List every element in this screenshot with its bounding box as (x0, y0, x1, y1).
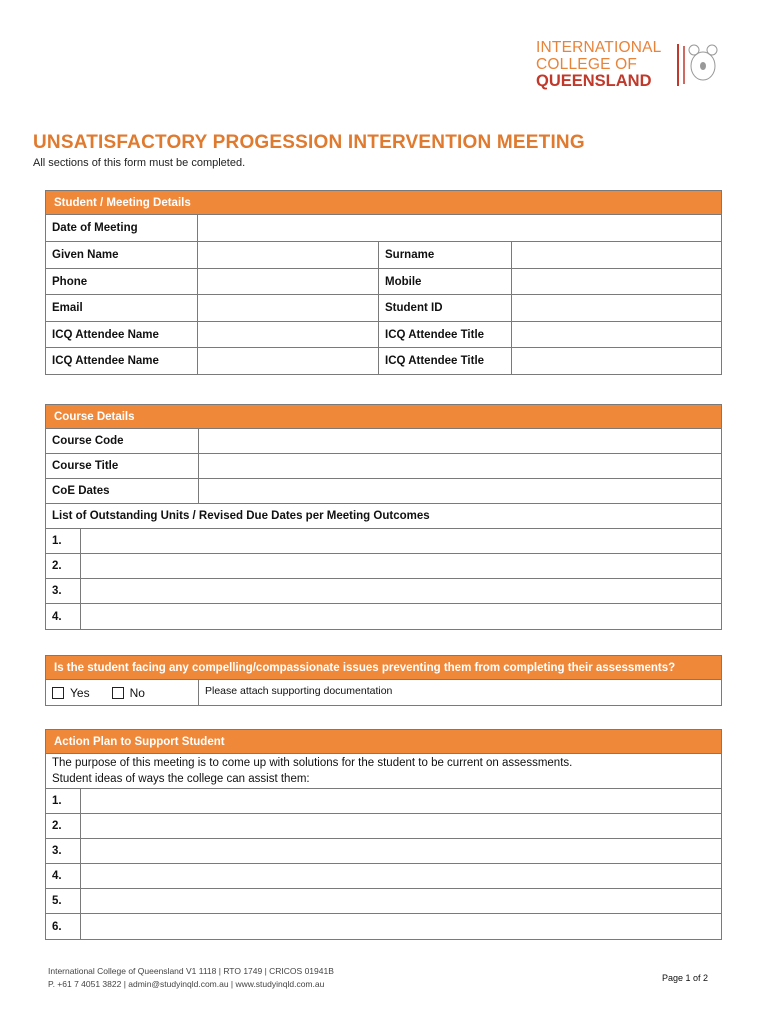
yes-no-options (46, 680, 198, 705)
logo-line-3: QUEENSLAND (536, 72, 652, 90)
section-heading: Action Plan to Support Student (46, 730, 721, 754)
attendee-row-2 (46, 348, 721, 374)
unit-field[interactable] (80, 604, 721, 629)
attendee-row-1 (46, 322, 721, 348)
surname-field[interactable] (511, 242, 721, 268)
logo-line-1: INTERNATIONAL (536, 39, 662, 56)
item-number: 4. (52, 870, 62, 882)
given-name-field[interactable] (197, 242, 378, 268)
list-item (46, 839, 721, 864)
action-intro-line-1: The purpose of this meeting is to come up with solutions for the student to be current on assessments. (52, 757, 573, 769)
course-title-row (46, 454, 721, 479)
attendee-name-label: ICQ Attendee Name (52, 328, 159, 341)
yes-label: Yes (70, 685, 90, 700)
student-id-label: Student ID (378, 295, 511, 321)
list-item (46, 554, 721, 579)
email-label: Email (52, 302, 83, 314)
item-number: 5. (52, 895, 62, 907)
unit-field[interactable] (80, 554, 721, 578)
koala-icon (676, 40, 720, 90)
course-title-field[interactable] (198, 454, 721, 478)
item-number: 4. (52, 610, 62, 623)
college-logo (536, 40, 726, 92)
course-code-label: Course Code (52, 435, 124, 447)
attendee-name-label: ICQ Attendee Name (52, 355, 159, 367)
list-item (46, 789, 721, 814)
compelling-issues-section (45, 655, 722, 706)
item-number: 3. (52, 585, 62, 597)
section-heading: Course Details (46, 405, 721, 429)
footer-line-1: International College of Queensland V1 1118 | RTO 1749 | CRICOS 01941B (48, 966, 334, 976)
phone-row (46, 269, 721, 295)
attendee-title-field[interactable] (511, 322, 721, 347)
email-field[interactable] (197, 295, 378, 321)
action-field[interactable] (80, 864, 721, 888)
attendee-name-field[interactable] (197, 322, 378, 347)
name-row (46, 242, 721, 269)
list-item (46, 579, 721, 604)
documentation-note: Please attach supporting documentation (198, 680, 721, 705)
student-meeting-section (45, 190, 722, 375)
units-label: List of Outstanding Units / Revised Due Dates per Meeting Outcomes (52, 510, 430, 522)
section-heading: Student / Meeting Details (46, 191, 721, 215)
course-code-field[interactable] (198, 429, 721, 453)
course-title-label: Course Title (52, 460, 119, 472)
item-number: 1. (52, 795, 62, 807)
item-number: 1. (52, 535, 62, 547)
list-item (46, 604, 721, 629)
yes-no-row (46, 680, 721, 705)
list-item (46, 914, 721, 939)
no-checkbox[interactable] (112, 687, 124, 699)
logo-line-2: COLLEGE OF (536, 55, 638, 73)
coe-dates-row (46, 479, 721, 504)
date-label: Date of Meeting (52, 222, 138, 234)
action-intro-line-2: Student ideas of ways the college can assist them: (52, 773, 310, 785)
course-section (45, 404, 722, 630)
footer-line-2: P. +61 7 4051 3822 | admin@studyinqld.com.au | www.studyinqld.com.au (48, 979, 325, 989)
action-field[interactable] (80, 839, 721, 863)
course-code-row (46, 429, 721, 454)
student-id-field[interactable] (511, 295, 721, 321)
action-intro (46, 754, 721, 788)
attendee-title-field[interactable] (511, 348, 721, 374)
mobile-label: Mobile (378, 269, 511, 294)
mobile-field[interactable] (511, 269, 721, 294)
phone-field[interactable] (197, 269, 378, 294)
list-item (46, 864, 721, 889)
phone-label: Phone (52, 275, 88, 288)
item-number: 2. (52, 560, 62, 572)
attendee-name-field[interactable] (197, 348, 378, 374)
action-field[interactable] (80, 914, 721, 939)
attendee-title-label: ICQ Attendee Title (378, 322, 511, 347)
coe-dates-field[interactable] (198, 479, 721, 503)
item-number: 6. (52, 920, 62, 933)
page-title: UNSATISFACTORY PROGESSION INTERVENTION MEETING (33, 132, 585, 153)
page-number: Page 1 of 2 (662, 973, 709, 983)
action-field[interactable] (80, 789, 721, 813)
email-row (46, 295, 721, 322)
unit-field[interactable] (80, 579, 721, 603)
section-heading: Is the student facing any compelling/compassionate issues preventing them from completing their assessments? (46, 656, 721, 680)
list-item (46, 814, 721, 839)
action-plan-section (45, 729, 722, 940)
page-subtitle: All sections of this form must be completed. (33, 157, 246, 169)
units-header-row (46, 504, 721, 529)
action-field[interactable] (80, 889, 721, 913)
date-row (46, 215, 721, 242)
coe-dates-label: CoE Dates (52, 485, 110, 497)
action-field[interactable] (80, 814, 721, 838)
no-label: No (129, 685, 145, 700)
surname-label: Surname (378, 242, 511, 268)
action-intro-row (46, 754, 721, 789)
yes-checkbox[interactable] (52, 687, 64, 699)
item-number: 2. (52, 820, 62, 832)
list-item (46, 889, 721, 914)
given-name-label: Given Name (52, 249, 119, 261)
attendee-title-label: ICQ Attendee Title (378, 348, 511, 374)
unit-field[interactable] (80, 529, 721, 553)
list-item (46, 529, 721, 554)
date-field[interactable] (197, 215, 721, 241)
item-number: 3. (52, 845, 62, 857)
